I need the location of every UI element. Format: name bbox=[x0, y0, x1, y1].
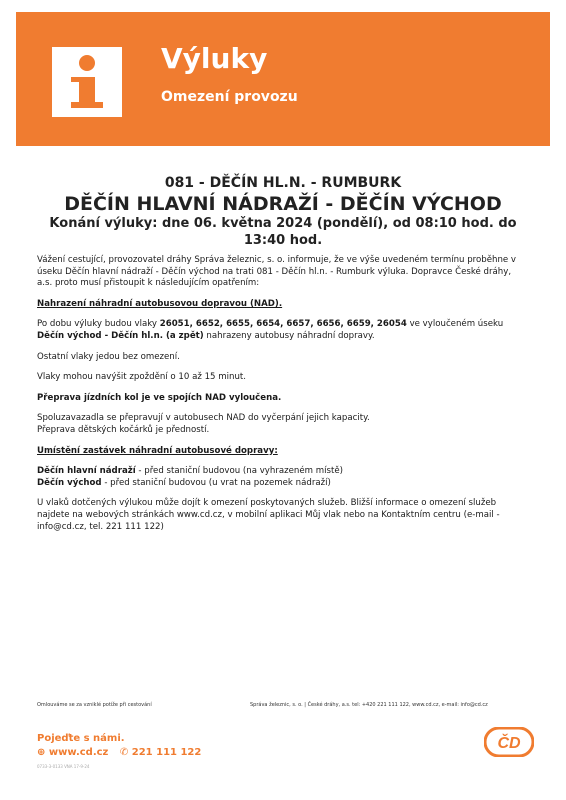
banner-subtitle: Omezení provozu bbox=[161, 89, 298, 105]
other-trains-text: Ostatní vlaky jedou bez omezení. bbox=[37, 351, 180, 362]
intro-text: Vážení cestující, provozovatel dráhy Správa železnic, s. o. informuje, že ve výše uvedeném termínu proběhne v úseku Děčín hlavní nádraží - Děčín východ na trati 081 - Děčín hl.n. - Rumburk výluka. Dopravce České dráhy, a.s. proto musí přistoupit k následujícím opatřením: bbox=[37, 255, 516, 289]
apology-text: Omlouváme se za vzniklé potíže při cestování bbox=[37, 702, 152, 708]
slogan: Pojeďte s námi. bbox=[37, 733, 125, 744]
closure-date: Konání výluky: dne 06. května 2024 (pondělí), od 08:10 hod. do 13:40 hod. bbox=[49, 216, 517, 248]
stops-heading: Umístění zastávek náhradní autobusové dopravy: bbox=[37, 445, 278, 456]
svg-text:ČD: ČD bbox=[497, 735, 521, 752]
luggage-text-2: Přeprava dětských kočárků je předností. bbox=[37, 424, 210, 435]
banner bbox=[16, 12, 550, 146]
notice-body bbox=[37, 255, 527, 533]
stop-1: Děčín hlavní nádraží - před staniční budovou (na vyhrazeném místě) bbox=[37, 466, 343, 477]
contacts bbox=[37, 747, 201, 758]
luggage-text-1: Spoluzavazadla se přepravují v autobusech NAD do vyčerpání jejich kapacity. bbox=[37, 413, 370, 424]
stop-2: Děčín východ - před staniční budovou (u vrat na pozemek nádraží) bbox=[37, 477, 331, 488]
web-icon: ⊕ bbox=[37, 747, 46, 758]
route-title: DĚČÍN HLAVNÍ NÁDRAŽÍ - DĚČÍN VÝCHOD bbox=[64, 193, 502, 215]
doc-code: 0733-3-0133 VNA 17-9-24 bbox=[37, 764, 90, 769]
nad-section: Děčín východ - Děčín hl.n. (a zpět) bbox=[37, 330, 204, 341]
cd-logo-icon bbox=[484, 727, 534, 757]
web-link[interactable]: www.cd.cz bbox=[48, 747, 109, 758]
phone-number[interactable]: 221 111 122 bbox=[131, 747, 202, 758]
delay-text: Vlaky mohou navýšit zpoždění o 10 až 15 minut. bbox=[37, 372, 247, 383]
phone-icon: ✆ bbox=[119, 747, 129, 758]
nad-heading: Nahrazení náhradní autobusovou dopravou (NAD). bbox=[37, 298, 283, 309]
providers-text: Správa železnic, s. o. | České dráhy, a.s. tel: +420 221 111 122, www.cd.cz, e-mail: info@cd.cz bbox=[250, 702, 488, 708]
bikes-text: Přeprava jízdních kol je ve spojích NAD vyloučena. bbox=[37, 392, 282, 403]
banner-title: Výluky bbox=[161, 42, 268, 75]
line-title: 081 - DĚČÍN HL.N. - RUMBURK bbox=[164, 175, 402, 191]
closing-text: U vlaků dotčených výlukou může dojít k omezení poskytovaných služeb. Bližší informace o omezení služeb najdete na webových stránkách www.cd.cz, v mobilní aplikaci Můj vlak nebo na Kontaktním centru (e-mail - info@cd.cz, tel. 221 111 122) bbox=[37, 498, 500, 532]
nad-trains: 26051, 6652, 6655, 6654, 6657, 6656, 6659, 26054 bbox=[159, 319, 407, 330]
nad-paragraph: Po dobu výluky budou vlaky 26051, 6652, 6655, 6654, 6657, 6656, 6659, 26054 ve vyloučeném úseku Děčín východ - Děčín hl.n. (a zpět) nahrazeny autobusy náhradní dopravy. bbox=[37, 319, 504, 341]
info-icon bbox=[52, 47, 122, 117]
